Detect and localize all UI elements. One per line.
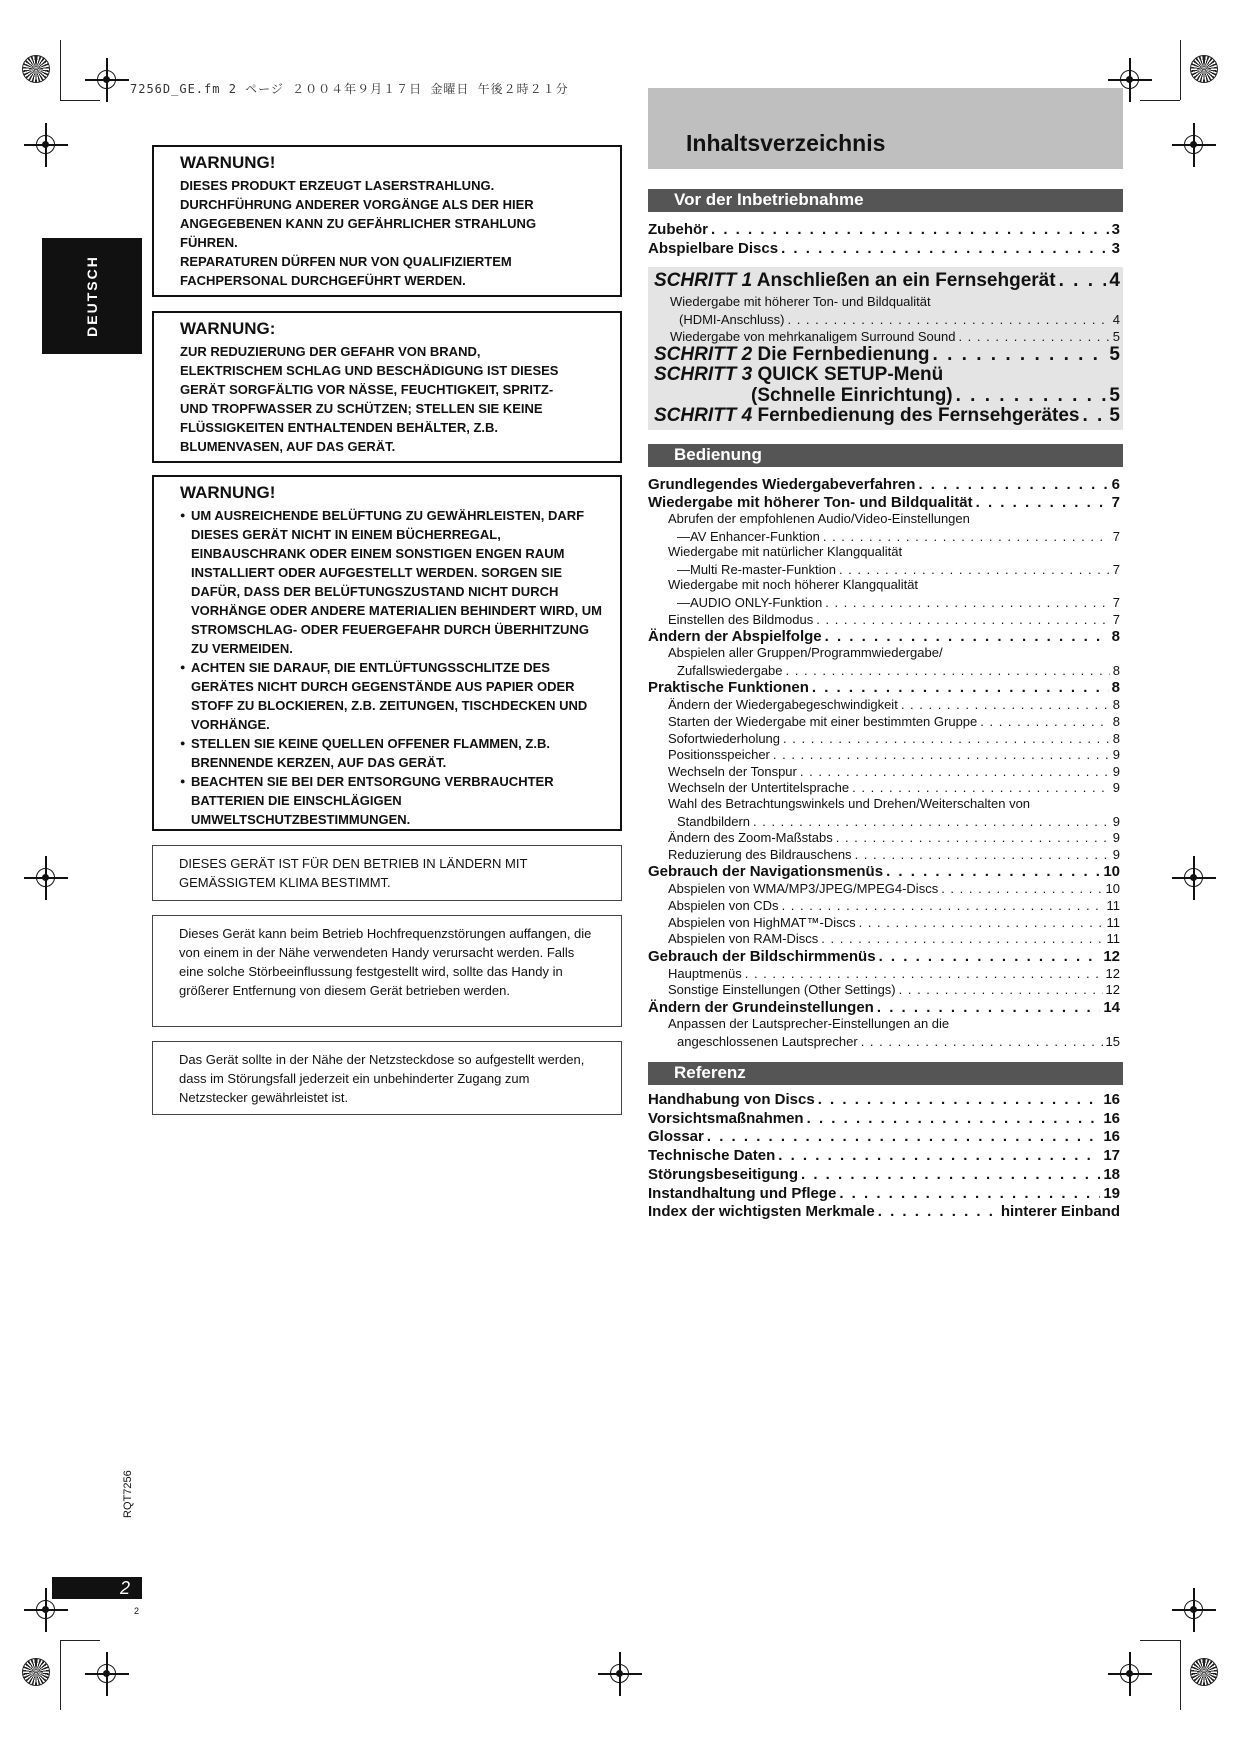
warning-line: ANGEGEBENEN KANN ZU GEFÄHRLICHER STRAHLUNG: [180, 216, 537, 231]
toc-entry-page: 9: [1112, 747, 1120, 763]
toc-subentry[interactable]: [648, 527, 1120, 544]
toc-entry-page: 12: [1103, 947, 1120, 965]
toc-entry-page: 8: [1111, 679, 1120, 697]
toc-subentry[interactable]: Anpassen der Lautsprecher-Einstellungen an die: [668, 1016, 950, 1031]
small-page-number: 2: [134, 1606, 140, 1616]
step-text: Anschließen an ein Fernsehgerät: [756, 270, 1056, 291]
registration-swirl-bottom-right: [1190, 1658, 1218, 1686]
toc-subentry[interactable]: [648, 695, 1120, 712]
toc-entry-text: Störungsbeseitigung: [648, 1165, 798, 1183]
section-title: Vor der Inbetriebnahme: [674, 190, 864, 209]
toc-entry-text: Zufallswiedergabe: [677, 662, 783, 678]
warning-bullet: ● ACHTEN SIE DARAUF, DIE ENTLÜFTUNGSSCHLITZE DES GERÄTES NICHT DURCH GEGENSTÄNDE AUS PAPIER ODER STOFF ZU BLOCKIEREN, Z.B. ZEITUNGEN, TISCHDECKEN UND VORHÄNGE.: [180, 658, 602, 734]
warning-bullet: ● UM AUSREICHENDE BELÜFTUNG ZU GEWÄHRLEISTEN, DARF DIESES GERÄT NICHT IN EINEM BÜCHERREGAL, EINBAUSCHRANK ODER EINEM SONSTIGEN ENGEN RAUM INSTALLIERT ODER AUFGESTELLT WERDEN. SORGEN SIE DAFÜR, DASS DER BELÜFTUNGSZUSTAND NICHT DURCH VORHÄNGE ODER ANDERE MATERIALIEN BEHINDERT WIRD, UM STROMSCHLAG- ODER FEUERGEFAHR DURCH ÜBERHITZUNG ZU VERMEIDEN.: [180, 506, 602, 658]
note-climate: DIESES GERÄT IST FÜR DEN BETRIEB IN LÄNDERN MIT GEMÄSSIGTEM KLIMA BESTIMMT.: [152, 845, 622, 901]
toc-entry-text: Ändern des Zoom-Maßstabs: [668, 830, 833, 846]
document-code: RQT7256: [122, 1470, 134, 1518]
toc-entry[interactable]: [648, 1126, 1120, 1145]
warning-line: ZUR REDUZIERUNG DER GEFAHR VON BRAND,: [180, 344, 481, 359]
registration-crosshair-icon: [34, 133, 58, 157]
toc-entry-text: Abspielen von CDs: [668, 898, 779, 913]
section-title: Bedienung: [674, 445, 762, 464]
warning-box-laser: [152, 145, 622, 297]
crop-line: [1140, 100, 1180, 101]
toc-entry-text: —AV Enhancer-Funktion: [677, 528, 820, 544]
toc-entry-text: Glossar: [648, 1128, 704, 1146]
toc-entry-text: Ändern der Abspielfolge: [648, 628, 822, 646]
toc-entry-page: 9: [1112, 780, 1120, 796]
toc-subentry[interactable]: [648, 745, 1120, 762]
warning-box-fire: [152, 311, 622, 463]
step-text: Fernbedienung des Fernsehgerätes: [757, 405, 1080, 426]
toc-entry[interactable]: [648, 492, 1120, 511]
step-label: SCHRITT 3: [654, 364, 753, 385]
toc-entry-page: 7: [1112, 561, 1120, 577]
toc-entry-text: Index der wichtigsten Merkmale: [648, 1203, 875, 1221]
crop-line: [1180, 1640, 1181, 1710]
registration-crosshair-icon: [34, 1598, 58, 1622]
toc-subentry[interactable]: [648, 879, 1120, 896]
step-page: 5: [1109, 405, 1120, 426]
toc-entry-text: angeschlossenen Lautsprecher: [677, 1033, 858, 1049]
registration-swirl-top-right: [1190, 55, 1218, 83]
step-label: SCHRITT 2: [654, 344, 753, 365]
toc-subentry[interactable]: [648, 913, 1120, 930]
toc-entry-text: Einstellen des Bildmodus: [668, 611, 814, 627]
toc-subentry-text[interactable]: Wiedergabe mit höherer Ton- und Bildqualität: [670, 294, 931, 309]
toc-subentry[interactable]: [648, 964, 1120, 981]
step-label: SCHRITT 1: [654, 270, 753, 291]
toc-entry-text: Grundlegendes Wiedergabeverfahren: [648, 476, 916, 493]
toc-entry-text: Sofortwiederholung: [668, 730, 781, 746]
toc-entry-page: 16: [1103, 1109, 1120, 1127]
warning-line: ELEKTRISCHEM SCHLAG UND BESCHÄDIGUNG IST DIESES: [180, 363, 559, 378]
warning-box-ventilation: [152, 475, 622, 831]
note-power-outlet: Das Gerät sollte in der Nähe der Netzsteckdose so aufgestellt werden, dass im Störungsfall jederzeit ein unbehinderter Zugang zum Netzstecker gewährleistet ist.: [152, 1041, 622, 1115]
toc-entry-page: 18: [1103, 1165, 1120, 1183]
toc-step-3-continued[interactable]: [648, 385, 1120, 407]
section-title: Referenz: [674, 1063, 746, 1082]
toc-entry[interactable]: [648, 1108, 1120, 1127]
toc-entry-page: 12: [1105, 965, 1120, 981]
toc-entry-page: 10: [1105, 881, 1120, 897]
registration-crosshair-icon: [34, 866, 58, 890]
language-tab-label: DEUTSCH: [84, 255, 100, 337]
step-text: (Schnelle Einrichtung): [751, 385, 953, 406]
registration-crosshair-icon: [1182, 133, 1206, 157]
page-number: 2: [119, 1578, 130, 1598]
toc-entry-page: 11: [1106, 914, 1120, 930]
toc-subentry[interactable]: Abspielen aller Gruppen/Programmwiedergabe/: [668, 645, 943, 661]
warning-line: GERÄT SORGFÄLTIG VOR NÄSSE, FEUCHTIGKEIT, SPRITZ-: [180, 382, 554, 397]
toc-subentry-text: (HDMI-Anschluss): [679, 312, 785, 327]
toc-subentry[interactable]: [648, 845, 1120, 862]
step-label: SCHRITT 4: [654, 405, 753, 426]
toc-entry-text: Abspielbare Discs: [648, 240, 779, 257]
toc-entry-text: Sonstige Einstellungen (Other Settings): [668, 982, 896, 998]
toc-entry[interactable]: [648, 1164, 1120, 1183]
warning-line: FLÜSSIGKEITEN ENTHALTENDEN BEHÄLTER, Z.B.: [180, 420, 499, 435]
toc-entry-text: Technische Daten: [648, 1147, 776, 1165]
toc-entry[interactable]: [648, 238, 1120, 257]
toc-entry-page: 12: [1105, 982, 1120, 998]
toc-entry[interactable]: [648, 1183, 1120, 1202]
warning-line: REPARATUREN DÜRFEN NUR VON QUALIFIZIERTEM: [180, 254, 512, 269]
toc-subentry[interactable]: [648, 310, 1120, 327]
toc-entry-text: Ändern der Wiedergabegeschwindigkeit: [668, 697, 898, 713]
registration-crosshair-icon: [608, 1662, 632, 1686]
warning-bullet: ● STELLEN SIE KEINE QUELLEN OFFENER FLAMMEN, Z.B. BRENNENDE KERZEN, AUF DAS GERÄT.: [180, 734, 602, 772]
toc-entry-page: 6: [1111, 476, 1120, 493]
toc-entry[interactable]: [648, 219, 1120, 238]
toc-subentry[interactable]: Wiedergabe mit natürlicher Klangqualität: [668, 544, 903, 560]
toc-entry-page: 10: [1103, 863, 1120, 881]
toc-entry[interactable]: [648, 1089, 1120, 1108]
toc-entry-text: Abspielen von HighMAT™-Discs: [668, 914, 856, 930]
toc-subentry[interactable]: [648, 593, 1120, 610]
registration-swirl-bottom-left: [22, 1658, 50, 1686]
warning-line: FÜHREN.: [180, 235, 238, 250]
toc-entry-page: 16: [1103, 1128, 1120, 1146]
toc-entry-page: 9: [1112, 813, 1120, 829]
toc-title: Inhaltsverzeichnis: [686, 130, 886, 156]
toc-entry[interactable]: [648, 474, 1120, 493]
toc-entry-page: hinterer Einband: [1000, 1203, 1120, 1221]
registration-crosshair-icon: [95, 1662, 119, 1686]
toc-entry-text: Hauptmenüs: [668, 965, 742, 981]
toc-entry-text: Positionsspeicher: [668, 747, 770, 763]
toc-step-3[interactable]: [648, 364, 1120, 386]
toc-entry-page: 15: [1105, 1033, 1120, 1049]
toc-step-4[interactable]: [648, 405, 1120, 427]
toc-entry-page: 3: [1111, 221, 1120, 238]
toc-entry-text: Vorsichtsmaßnahmen: [648, 1109, 804, 1127]
section-header-vor-der-inbetriebnahme: [648, 189, 1123, 212]
section-header-bedienung: [648, 444, 1123, 467]
toc-entry[interactable]: [648, 861, 1120, 880]
toc-step-2[interactable]: [648, 344, 1120, 366]
toc-entry[interactable]: [648, 946, 1120, 965]
toc-entry-text: Abspielen von WMA/MP3/JPEG/MPEG4-Discs: [668, 881, 939, 897]
toc-entry-text: Abspielen von RAM-Discs: [668, 931, 819, 947]
toc-subentry[interactable]: [648, 828, 1120, 845]
file-header-meta: 7256D_GE.fm 2 ページ ２００４年９月１７日 金曜日 午後２時２１分: [130, 82, 569, 96]
toc-entry-text: —AUDIO ONLY-Funktion: [677, 595, 823, 610]
toc-subentry[interactable]: [648, 1032, 1120, 1049]
registration-crosshair-icon: [1182, 1598, 1206, 1622]
toc-entry[interactable]: [648, 626, 1120, 645]
toc-entry[interactable]: [648, 677, 1120, 696]
crop-line: [1140, 1640, 1180, 1641]
toc-entry-page: 11: [1106, 898, 1120, 913]
crop-line: [60, 1640, 100, 1641]
warning-line: BLUMENVASEN, AUF DAS GERÄT.: [180, 439, 396, 454]
toc-subentry[interactable]: [648, 712, 1120, 729]
toc-entry-text: Zubehör: [648, 221, 708, 238]
warning-line: FACHPERSONAL DURCHGEFÜHRT WERDEN.: [180, 273, 466, 288]
crop-line: [60, 1640, 61, 1710]
warning-title: WARNUNG!: [180, 153, 276, 172]
toc-entry-text: Handhabung von Discs: [648, 1091, 815, 1108]
toc-entry-text: Instandhaltung und Pflege: [648, 1184, 837, 1202]
toc-entry-text: Reduzierung des Bildrauschens: [668, 846, 852, 862]
toc-title-band: [648, 88, 1123, 169]
toc-entry-page: 14: [1103, 999, 1120, 1016]
toc-subentry[interactable]: [648, 661, 1120, 678]
toc-entry-text: Praktische Funktionen: [648, 679, 809, 697]
toc-entry[interactable]: [648, 997, 1120, 1016]
toc-entry-text: Gebrauch der Bildschirmmenüs: [648, 947, 876, 965]
toc-subentry[interactable]: [648, 929, 1120, 946]
toc-subentry[interactable]: [648, 896, 1120, 913]
note-mobile-interference: Dieses Gerät kann beim Betrieb Hochfrequenzstörungen auffangen, die von einem in der Nähe verwendeten Handy verursacht werden. Falls eine solche Störbeeinflussung festgestellt wird, sollte das Handy in größerer Entfernung von diesem Gerät betrieben werden.: [152, 915, 622, 1027]
toc-entry-text: Gebrauch der Navigationsmenüs: [648, 863, 884, 881]
step-text: QUICK SETUP-Menü: [757, 364, 944, 385]
toc-entry-page: 8: [1112, 662, 1120, 678]
toc-entry[interactable]: [648, 1201, 1120, 1220]
toc-entry-page: 17: [1103, 1147, 1120, 1165]
toc-entry-page: 9: [1112, 846, 1120, 862]
warning-line: DIESES PRODUKT ERZEUGT LASERSTRAHLUNG.: [180, 178, 495, 193]
toc-entry-page: 8: [1112, 714, 1120, 729]
toc-entry-text: Standbildern: [677, 813, 750, 829]
registration-crosshair-icon: [1118, 1662, 1142, 1686]
registration-swirl-top-left: [22, 55, 50, 83]
toc-entry-text: Wechseln der Tonspur: [668, 763, 797, 779]
toc-entry-page: 8: [1112, 730, 1120, 746]
toc-entry-page: 7: [1112, 528, 1120, 544]
warning-title: WARNUNG!: [180, 483, 276, 502]
toc-entry-page: 9: [1112, 830, 1120, 846]
warning-bullet: ● BEACHTEN SIE BEI DER ENTSORGUNG VERBRAUCHTER BATTERIEN DIE EINSCHLÄGIGEN UMWELTSCHUTZBESTIMMUNGEN.: [180, 772, 602, 829]
toc-subentry[interactable]: [648, 327, 1120, 344]
step-page: 5: [1109, 385, 1120, 406]
toc-entry-page: 11: [1106, 931, 1120, 947]
registration-crosshair-icon: [1182, 866, 1206, 890]
toc-subentry[interactable]: [648, 812, 1120, 829]
toc-subentry[interactable]: [648, 610, 1120, 627]
toc-subentry[interactable]: [648, 560, 1120, 577]
toc-entry-page: 7: [1112, 611, 1120, 627]
toc-subentry-page: 4: [1112, 312, 1120, 327]
toc-subentry[interactable]: [648, 778, 1120, 795]
toc-entry-text: Ändern der Grundeinstellungen: [648, 999, 874, 1016]
toc-step-1[interactable]: [648, 270, 1120, 292]
crop-line: [60, 100, 100, 101]
language-tab: [42, 238, 142, 354]
toc-entry-text: Wiedergabe mit höherer Ton- und Bildqualität: [648, 494, 973, 511]
step-text: Die Fernbedienung: [757, 344, 930, 365]
toc-entry-page: 8: [1112, 697, 1120, 713]
toc-entry-text: —Multi Re-master-Funktion: [677, 561, 836, 577]
toc-entry-page: 9: [1112, 763, 1120, 779]
toc-subentry[interactable]: Wahl des Betrachtungswinkels und Drehen/Weiterschalten von: [668, 796, 1031, 811]
toc-entry-page: 7: [1111, 494, 1120, 511]
toc-subentry-text: Wiedergabe von mehrkanaligem Surround Sound: [670, 329, 956, 344]
warning-title: WARNUNG:: [180, 319, 276, 338]
toc-entry-page: 7: [1112, 595, 1120, 610]
page-number-box: [52, 1577, 142, 1599]
toc-subentry[interactable]: Wiedergabe mit noch höherer Klangqualität: [668, 577, 919, 593]
toc-subentry[interactable]: Abrufen der empfohlenen Audio/Video-Einstellungen: [668, 511, 970, 526]
toc-subentry[interactable]: [648, 729, 1120, 746]
warning-line: UND TROPFWASSER ZU SCHÜTZEN; STELLEN SIE KEINE: [180, 401, 543, 416]
registration-crosshair-icon: [95, 68, 119, 92]
toc-entry-text: Starten der Wiedergabe mit einer bestimmten Gruppe: [668, 714, 978, 729]
toc-entry-text: Wechseln der Untertitelsprache: [668, 780, 850, 796]
crop-line: [60, 40, 61, 100]
toc-entry[interactable]: [648, 1145, 1120, 1164]
warning-line: DURCHFÜHRUNG ANDERER VORGÄNGE ALS DER HIER: [180, 197, 534, 212]
crop-line: [1180, 40, 1181, 100]
toc-entry-page: 8: [1111, 628, 1120, 646]
step-page: 4: [1109, 270, 1120, 291]
toc-subentry[interactable]: [648, 980, 1120, 997]
toc-entry-page: 3: [1111, 240, 1120, 257]
toc-entry-page: 19: [1103, 1184, 1120, 1202]
section-header-referenz: [648, 1062, 1123, 1085]
step-page: 5: [1109, 344, 1120, 365]
toc-entry-page: 16: [1103, 1091, 1120, 1108]
toc-subentry-page: 5: [1112, 329, 1120, 344]
toc-subentry[interactable]: [648, 762, 1120, 779]
